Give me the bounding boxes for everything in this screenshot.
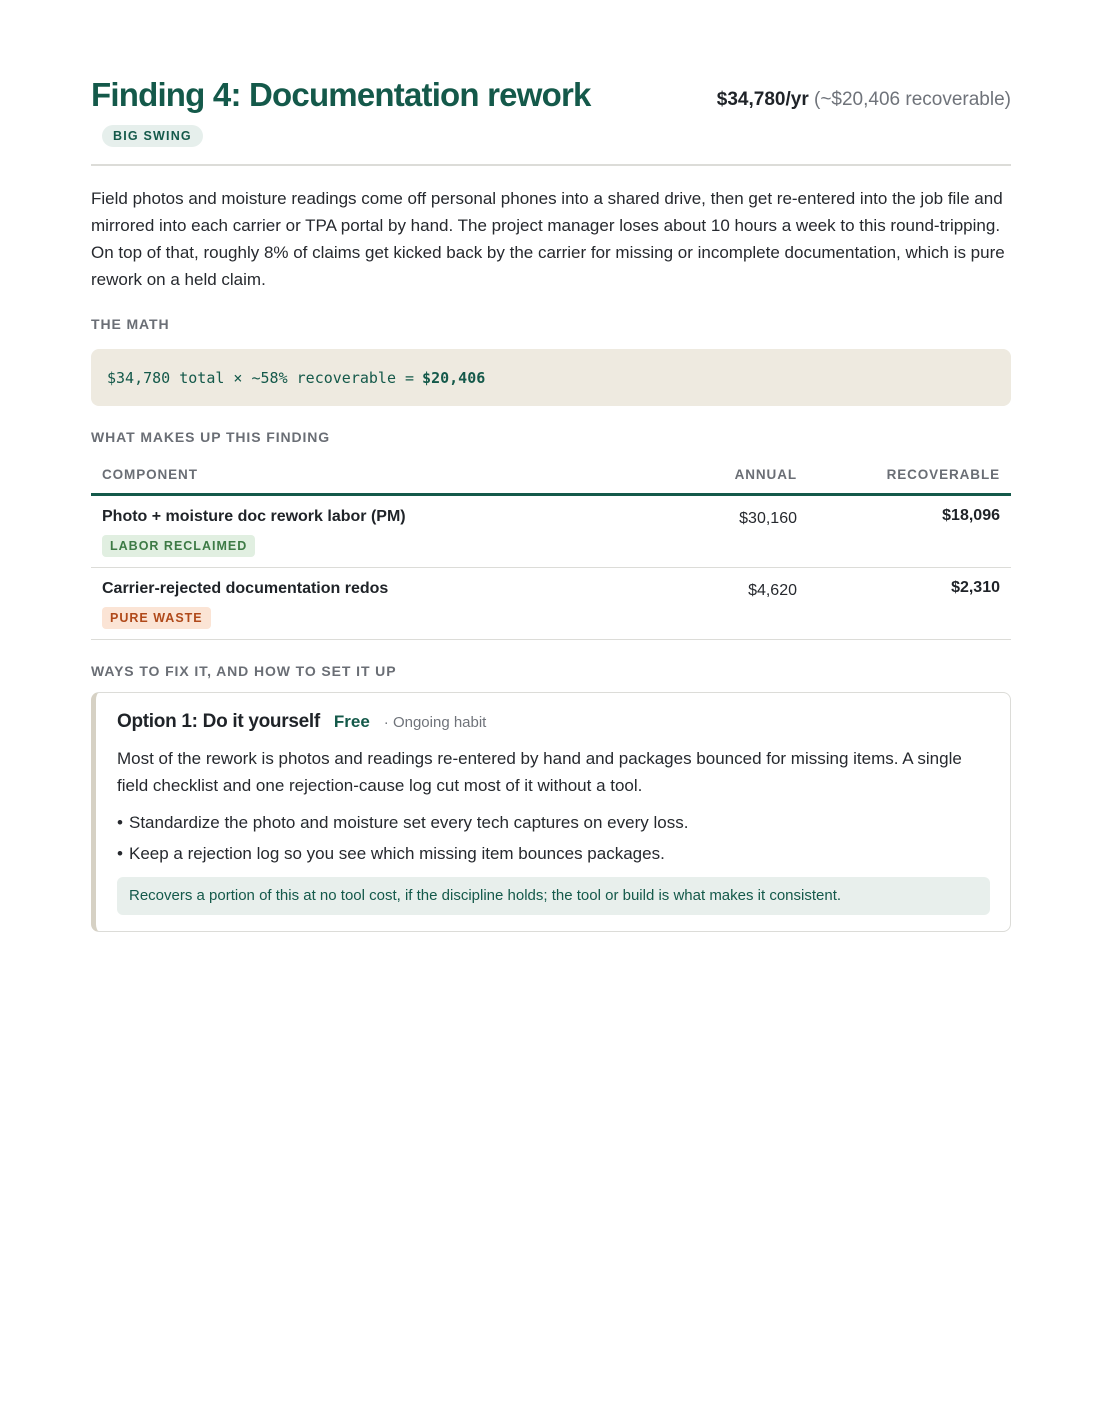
option-title: Option 1: Do it yourself (117, 711, 320, 732)
recoverable-cell: $2,310 (808, 568, 1011, 640)
option-description: Most of the rework is photos and readings re-entered by hand and packages bounced for missing items. A single field checklist and one rejection-cause log cut most of it without a tool. (117, 749, 962, 795)
finding-description: Field photos and moisture readings come off personal phones into a shared drive, then get re-entered into the job file and mirrored into each carrier or TPA portal by hand. The project manager loses about 10 hours a week to this round-tripping. On top of that, roughly 8% of claims get kicked back by the carrier for missing or incomplete documentation, which is pure rework on a held claim. (91, 189, 1005, 289)
math-result: $20,406 (422, 368, 486, 387)
option-cost: Free (333, 712, 370, 731)
math-formula: $34,780 total × ~58% recoverable = (107, 368, 415, 387)
annual-amount: $34,780/yr (716, 89, 809, 110)
labor-reclaimed-tag: LABOR RECLAIMED (102, 535, 255, 557)
column-header-annual: ANNUAL (641, 467, 808, 495)
annual-cell: $4,620 (641, 568, 808, 640)
column-header-component: COMPONENT (91, 467, 641, 495)
option-callout: Recovers a portion of this at no tool cost, if the discipline holds; the tool or build is what makes it consistent. (117, 877, 990, 915)
option-note: · Ongoing habit (383, 714, 487, 731)
component-cell (91, 495, 641, 568)
component-name: Photo + moisture doc rework labor (PM) (102, 508, 406, 525)
finding-amount (717, 89, 1011, 111)
option-header (117, 711, 990, 733)
option-steps (117, 807, 990, 869)
component-cell (91, 568, 641, 640)
fix-section-label: WAYS TO FIX IT, AND HOW TO SET IT UP (91, 663, 397, 679)
big-swing-badge: BIG SWING (102, 125, 203, 147)
finding-header (91, 0, 1011, 166)
list-item: • Standardize the photo and moisture set every tech captures on every loss. (117, 807, 990, 838)
math-section-label: THE MATH (91, 316, 170, 332)
column-header-recoverable: RECOVERABLE (808, 467, 1011, 495)
components-table (91, 467, 1011, 640)
table-header-row (91, 467, 1011, 495)
components-section-label: WHAT MAKES UP THIS FINDING (91, 429, 331, 445)
page-title: Finding 4: Documentation rework (91, 76, 591, 113)
recoverable-amount: (~$20,406 recoverable) (814, 89, 1011, 110)
math-box (91, 349, 1011, 406)
annual-cell: $30,160 (641, 495, 808, 568)
option-card (91, 692, 1011, 932)
list-item: • Keep a rejection log so you see which missing item bounces packages. (117, 838, 990, 869)
recoverable-cell: $18,096 (808, 495, 1011, 568)
table-row (91, 495, 1011, 568)
pure-waste-tag: PURE WASTE (102, 607, 211, 629)
component-name: Carrier-rejected documentation redos (102, 580, 389, 597)
table-row (91, 568, 1011, 640)
